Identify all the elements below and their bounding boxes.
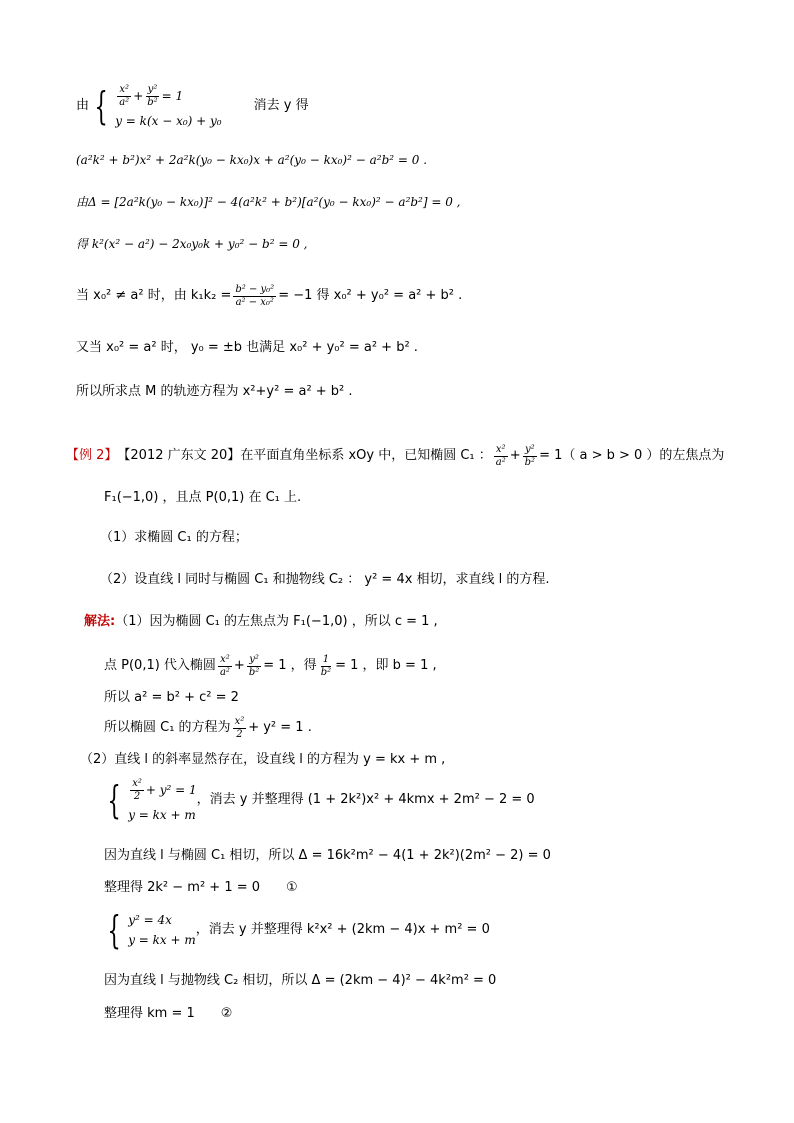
system-2 xyxy=(102,772,535,828)
solution-line: （2）直线 l 的斜率显然存在，设直线 l 的方程为 y = kx + m , xyxy=(80,752,446,767)
marker: ② xyxy=(220,1006,233,1021)
text-line: 又当 x₀² = a² 时， y₀ = ±b 也满足 x₀² + y₀² = a² + b² . xyxy=(76,340,418,355)
question-2: （2）设直线 l 同时与椭圆 C₁ 和抛物线 C₂ ： y² = 4x 相切，求直线 l 的方程. xyxy=(100,572,550,587)
frac-num: x² xyxy=(495,443,506,455)
frac-num: y² xyxy=(525,443,535,455)
text: 当 x₀² ≠ a² 时，由 k₁k₂ = xyxy=(76,288,232,303)
text: + y² = 1 . xyxy=(248,720,312,735)
brace: { xyxy=(107,778,121,822)
text: ，消去 y 并整理得 k²x² + (2km − 4)x + m² = 0 xyxy=(195,922,490,937)
text: 消去 y 得 xyxy=(253,98,309,113)
text: 所以椭圆 C₁ 的方程为 xyxy=(104,720,231,735)
solution-line xyxy=(84,614,438,630)
frac-den: a² xyxy=(495,456,506,468)
frac-num: 1 xyxy=(322,653,330,665)
frac-num: x² xyxy=(220,653,230,665)
equation-line: (a²k² + b²)x² + 2a²k(y₀ − kx₀)x + a²(y₀ − kx₀)² − a²b² = 0 . xyxy=(76,153,428,167)
frac-den: a² xyxy=(119,96,130,108)
solution-line: 因为直线 l 与椭圆 C₁ 相切，所以 Δ = 16k²m² − 4(1 + 2k²)(2m² − 2) = 0 xyxy=(104,848,551,863)
example-header: 【例 2】 【2012 广东文 20】 在平面直角坐标系 xOy 中，已知椭圆 C₁ ： $\frac{\text{x²}}{\text{a²}}$ + $\frac{\text{y²}}{\text{b²}}$ = 1（ a > b > 0 ）的左焦点为 xyxy=(66,443,725,468)
brace: { xyxy=(107,908,121,952)
example-source: 【2012 广东文 20】 xyxy=(117,448,241,463)
system-1 xyxy=(76,78,309,134)
frac-num: b² − y₀² xyxy=(235,283,275,295)
frac-num: x² xyxy=(132,777,142,789)
solution-line xyxy=(104,880,298,896)
equation: y = kx + m xyxy=(128,807,196,822)
system-equations xyxy=(128,778,196,823)
text: 由 xyxy=(76,98,90,113)
solution-line xyxy=(104,710,312,746)
frac-den: b² xyxy=(320,666,332,678)
solution-line xyxy=(104,1006,232,1022)
equation-line xyxy=(76,278,462,314)
text-line: 所以所求点 M 的轨迹方程为 x²+y² = a² + b² . xyxy=(76,384,353,399)
text: 整理得 2k² − m² + 1 = 0 xyxy=(104,880,261,895)
equation-line: 得 k²(x² − a²) − 2x₀y₀k + y₀² − b² = 0 , xyxy=(76,237,308,251)
frac-num: x² xyxy=(234,715,245,727)
text: = 1 ，即 b = 1 , xyxy=(335,658,437,673)
text-line: F₁(−1,0) ，且点 P(0,1) 在 C₁ 上. xyxy=(104,490,302,505)
example-tag: 【例 2】 xyxy=(66,448,118,463)
frac-den: b² xyxy=(147,96,158,108)
text: ，消去 y 并整理得 (1 + 2k²)x² + 4kmx + 2m² − 2 = 0 xyxy=(196,792,535,807)
equation: y = k(x − x₀) + y₀ xyxy=(115,113,222,128)
frac-num: x² xyxy=(119,83,130,95)
equation-line: 由Δ = [2a²k(y₀ − kx₀)]² − 4(a²k² + b²)[a²(y₀ − kx₀)² − a²b²] = 0 , xyxy=(76,195,461,209)
solution-line: 点 P(0,1) 代入椭圆 $\frac{\text{x²}}{\text{a²}}$ + $\frac{\text{y²}}{\text{b²}}$ = 1 ，得 $\frac{1}{\text{b²}}$ = 1 ，即 b = 1 , xyxy=(104,653,437,678)
text: （1）因为椭圆 C₁ 的左焦点为 F₁(−1,0) ，所以 c = 1 , xyxy=(115,614,438,629)
equation: y = kx + m xyxy=(128,933,196,947)
text: = −1 得 x₀² + y₀² = a² + b² . xyxy=(278,288,463,303)
solution-line: 所以 a² = b² + c² = 2 xyxy=(104,690,239,705)
brace: { xyxy=(94,84,108,128)
text: 在平面直角坐标系 xOy 中，已知椭圆 C₁ ： xyxy=(240,448,492,463)
frac-den: b² xyxy=(248,666,260,678)
text: = 1（ a > b > 0 ）的左焦点为 xyxy=(539,448,725,463)
text: = 1 ，得 xyxy=(263,658,317,673)
system-3 xyxy=(102,906,490,954)
question-1: （1）求椭圆 C₁ 的方程； xyxy=(100,530,248,545)
frac-den: b² xyxy=(524,456,536,468)
equation: + y² = 1 xyxy=(145,783,197,797)
frac-num: y² xyxy=(249,653,259,665)
system-equations: $\frac{\text{x²}}{\text{a²}}$ + $\frac{\text{y²}}{\text{b²}}$ = 1 y = k(x − x₀) + y₀ xyxy=(115,83,222,128)
frac-num: y² xyxy=(147,83,158,95)
text: 整理得 km = 1 xyxy=(104,1006,195,1021)
marker: ① xyxy=(286,880,298,895)
frac-den: a² xyxy=(219,666,230,678)
text: 点 P(0,1) 代入椭圆 xyxy=(104,658,216,673)
frac-den: 2 xyxy=(236,728,243,740)
solution-tag: 解法: xyxy=(84,614,116,629)
system-equations xyxy=(128,912,196,948)
equation: y² = 4x xyxy=(128,913,172,927)
solution-line: 因为直线 l 与抛物线 C₂ 相切，所以 Δ = (2km − 4)² − 4k²m² = 0 xyxy=(104,973,497,988)
frac-den: 2 xyxy=(133,790,141,802)
frac-den: a² − x₀² xyxy=(235,296,274,308)
